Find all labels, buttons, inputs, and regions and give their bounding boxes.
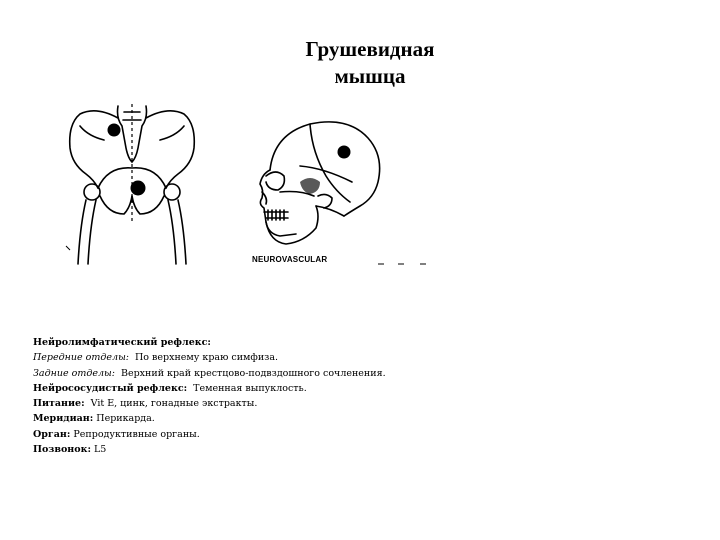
posterior-row bbox=[33, 366, 473, 381]
skull-illustration bbox=[240, 112, 445, 272]
nutrition-value: Vit E, цинк, гонадные экстракты. bbox=[90, 398, 258, 410]
meridian-label: Меридиан: bbox=[33, 413, 94, 425]
title-line-1: Грушевидная bbox=[305, 37, 435, 61]
vertebra-row bbox=[33, 442, 473, 457]
nutrition-row bbox=[33, 396, 473, 411]
neurolymph-label: Нейролимфатический рефлекс: bbox=[33, 337, 211, 348]
vertebra-label: Позвонок: bbox=[33, 444, 91, 456]
neurolymph-row bbox=[33, 335, 473, 350]
neurovascular-row bbox=[33, 381, 473, 396]
organ-label: Орган: bbox=[33, 428, 71, 440]
page-title bbox=[270, 36, 470, 90]
posterior-value: Верхний край крестцово-подвздошного сочленения. bbox=[120, 367, 386, 379]
anterior-row bbox=[33, 350, 473, 365]
title-line-2: мышца bbox=[334, 64, 406, 88]
nutrition-label: Питание: bbox=[33, 398, 85, 410]
organ-value: Репродуктивные органы. bbox=[73, 428, 200, 440]
vertebra-value: L5 bbox=[94, 444, 107, 456]
meridian-value: Перикарда. bbox=[96, 413, 155, 425]
figure-caption: NEUROVASCULAR bbox=[252, 255, 328, 264]
info-block bbox=[33, 335, 473, 457]
anterior-label: Передние отделы: bbox=[33, 352, 130, 364]
pelvis-illustration bbox=[56, 96, 206, 266]
neurovascular-label: Нейрососудистый рефлекс: bbox=[33, 382, 188, 394]
neurovascular-value: Теменная выпуклость. bbox=[193, 382, 307, 394]
posterior-label: Задние отделы: bbox=[33, 367, 115, 379]
organ-row bbox=[33, 427, 473, 442]
meridian-row bbox=[33, 411, 473, 426]
anterior-value: По верхнему краю симфиза. bbox=[135, 352, 279, 364]
